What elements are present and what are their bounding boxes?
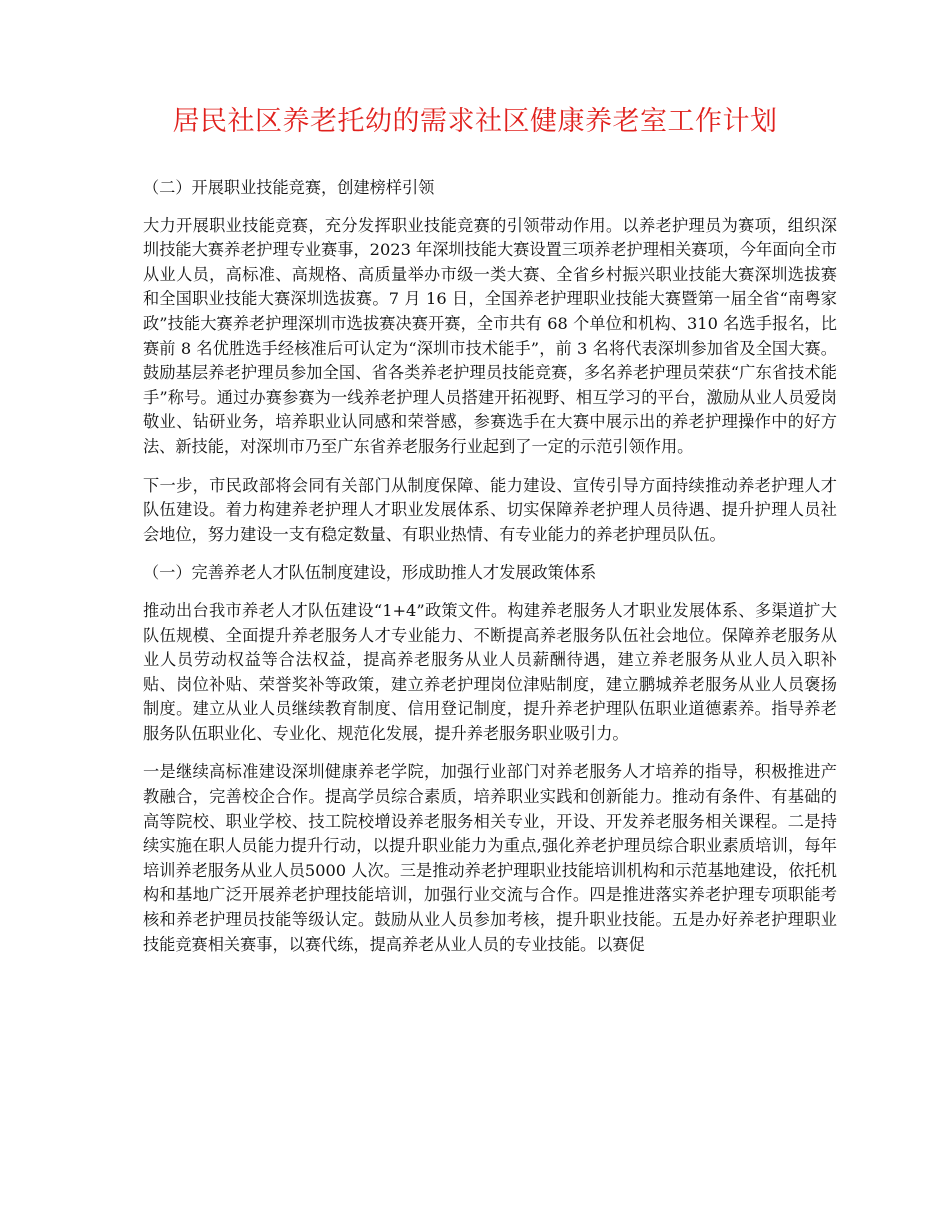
section-heading: （一）完善养老人才队伍制度建设，形成助推人才发展政策体系	[143, 563, 597, 583]
body-paragraph: 下一步，市民政部将会同有关部门从制度保障、能力建设、宣传引导方面持续推动养老护理人才队伍建设。着力构建养老护理人才职业发展体系、切实保障养老护理人员待遇、提升护理人员社会地位，努力建设一支有稳定数量、有职业热情、有专业能力的养老护理员队伍。	[143, 475, 837, 544]
document-body	[143, 176, 837, 971]
section-heading: （二）开展职业技能竞赛，创建榜样引领	[143, 178, 435, 197]
body-paragraph: 大力开展职业技能竞赛，充分发挥职业技能竞赛的引领带动作用。以养老护理员为赛项，组织深圳技能大赛养老护理专业赛事，2023 年深圳技能大赛设置三项养老护理相关赛项，今年面向全市从业人员，高标准、高规格、高质量举办市级一类大赛、全省乡村振兴职业技能大赛深圳选拔赛和全国职业技能大赛深圳选拔赛。7 月 16 日，全国养老护理职业技能大赛暨第一届全省“南粤家政”技能大赛养老护理深圳市选拔赛决赛开赛，全市共有 68 个单位和机构、310 名选手报名，比赛前 8 名优胜选手经核准后可认定为“深圳市技术能手”，前 3 名将代表深圳参加省及全国大赛。鼓励基层养老护理员参加全国、省各类养老护理员技能竞赛，多名养老护理员荣获“广东省技术能手”称号。通过办赛参赛为一线养老护理人员搭建开拓视野、相互学习的平台，激励从业人员爱岗敬业、钻研业务，培养职业认同感和荣誉感，参赛选手在大赛中展示出的养老护理操作中的好方法、新技能，对深圳市乃至广东省养老服务行业起到了一定的示范引领作用。	[143, 215, 837, 456]
body-paragraph: 一是继续高标准建设深圳健康养老学院，加强行业部门对养老服务人才培养的指导，积极推进产教融合，完善校企合作。提高学员综合素质，培养职业实践和创新能力。推动有条件、有基础的高等院校、职业学校、技工院校增设养老服务相关专业，开设、开发养老服务相关课程。二是持续实施在职人员能力提升行动，以提升职业能力为重点,强化养老护理员综合职业素质培训，每年培训养老服务从业人员5000 人次。三是推动养老护理职业技能培训机构和示范基地建设，依托机构和基地广泛开展养老护理技能培训，加强行业交流与合作。四是推进落实养老护理专项职能考核和养老护理员技能等级认定。鼓励从业人员参加考核，提升职业技能。五是办好养老护理职业技能竞赛相关赛事，以赛代练，提高养老从业人员的专业技能。以赛促	[143, 762, 837, 954]
body-paragraph: 推动出台我市养老人才队伍建设“1+4”政策文件。构建养老服务人才职业发展体系、多渠道扩大队伍规模、全面提升养老服务人才专业能力、不断提高养老服务队伍社会地位。保障养老服务从业人员劳动权益等合法权益，提高养老服务从业人员薪酬待遇，建立养老服务从业人员入职补贴、岗位补贴、荣誉奖补等政策，建立养老护理岗位津贴制度，建立鹏城养老服务从业人员褒扬制度。建立从业人员继续教育制度、信用登记制度，提升养老护理队伍职业道德素养。指导养老服务队伍职业化、专业化、规范化发展，提升养老服务职业吸引力。	[143, 600, 837, 743]
document-title: 居民社区养老托幼的需求社区健康养老室工作计划	[172, 106, 778, 137]
